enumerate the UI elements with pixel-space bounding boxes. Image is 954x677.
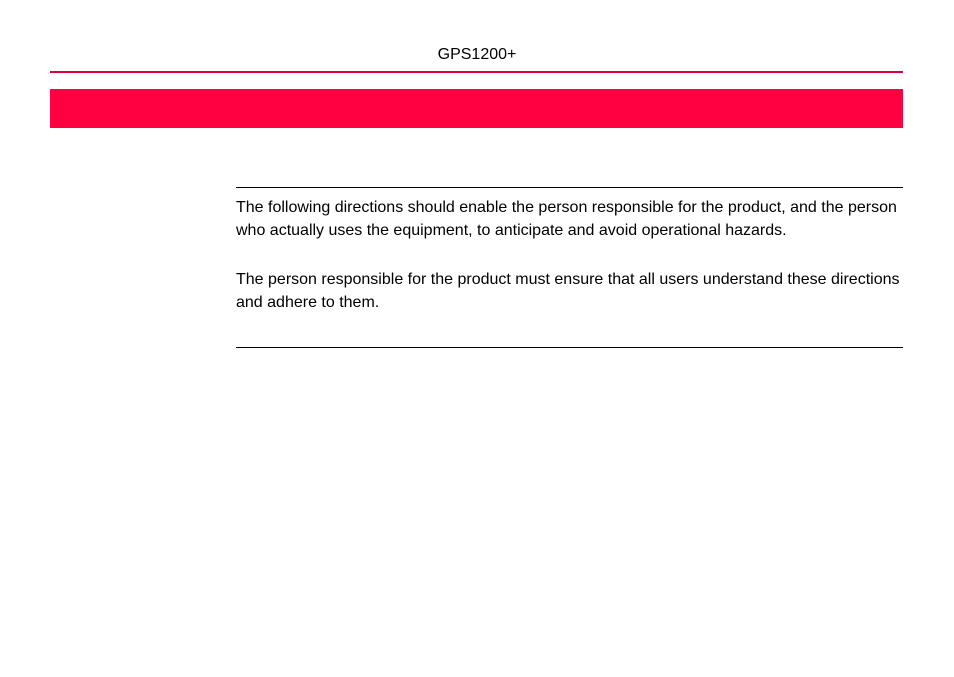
page-header-title: GPS1200+ (437, 46, 517, 63)
section-title-band (50, 89, 903, 128)
header-divider (50, 71, 903, 73)
intro-text-block (236, 187, 903, 348)
intro-paragraph-1: The following directions should enable the person responsible for the product, and the person who actually uses the equipment, to anticipate and avoid operational hazards. (236, 199, 897, 239)
intro-paragraph-2: The person responsible for the product must ensure that all users understand these directions and adhere to them. (236, 271, 900, 311)
